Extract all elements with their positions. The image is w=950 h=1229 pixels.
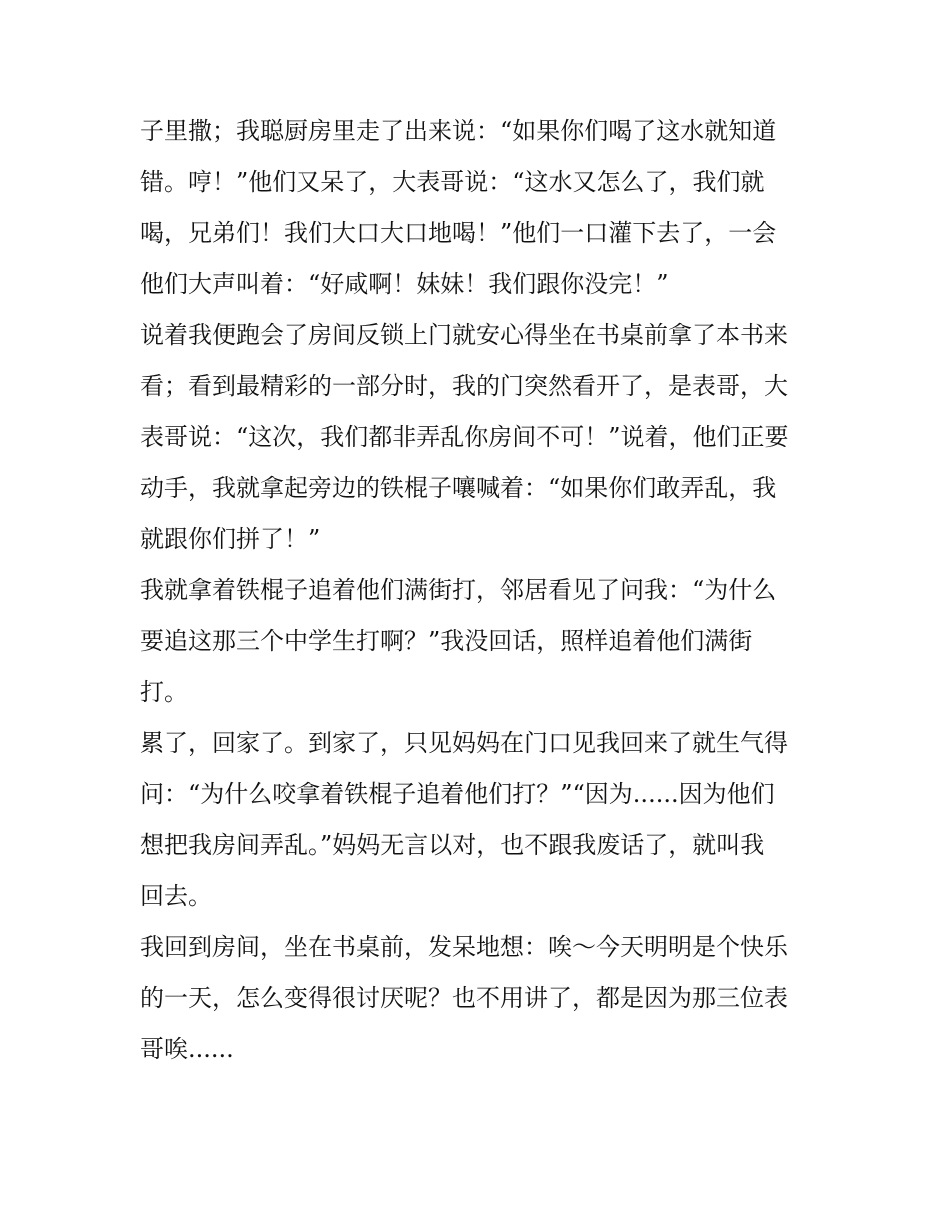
text-line: 就跟你们拼了！” <box>140 525 321 553</box>
text-line: 动手，我就拿起旁边的铁棍子嚷喊着：“如果你们敢弄乱，我 <box>140 474 777 502</box>
text-line: 喝，兄弟们！我们大口大口地喝！”他们一口灌下去了，一会 <box>140 219 777 247</box>
text-line: 累了，回家了。到家了，只见妈妈在门口见我回来了就生气得 <box>140 729 788 757</box>
text-line: 哥唉...... <box>140 1035 234 1063</box>
text-line: 的一天，怎么变得很讨厌呢？也不用讲了，都是因为那三位表 <box>140 984 788 1012</box>
text-line: 想把我房间弄乱。”妈妈无言以对，也不跟我废话了，就叫我 <box>140 831 765 859</box>
document-body <box>140 106 820 1075</box>
text-line: 说着我便跑会了房间反锁上门就安心得坐在书桌前拿了本书来 <box>140 321 788 349</box>
text-line: 他们大声叫着：“好咸啊！妹妹！我们跟你没完！” <box>140 270 669 298</box>
text-line: 要追这那三个中学生打啊？”我没回话，照样追着他们满街 <box>140 627 753 655</box>
text-line: 打。 <box>140 678 188 706</box>
text-line: 表哥说：“这次，我们都非弄乱你房间不可！”说着，他们正要 <box>140 423 789 451</box>
text-line: 看；看到最精彩的一部分时，我的门突然看开了，是表哥，大 <box>140 372 788 400</box>
text-line: 子里撒；我聪厨房里走了出来说：“如果你们喝了这水就知道 <box>140 117 777 145</box>
text-line: 错。哼！”他们又呆了，大表哥说：“这水又怎么了，我们就 <box>140 168 765 196</box>
text-line: 我回到房间，坐在书桌前，发呆地想：唉～今天明明是个快乐 <box>140 933 788 961</box>
text-line: 回去。 <box>140 882 212 910</box>
text-line: 问：“为什么咬拿着铁棍子追着他们打？”“因为......因为他们 <box>140 780 775 808</box>
text-line: 我就拿着铁棍子追着他们满街打，邻居看见了问我：“为什么 <box>140 576 777 604</box>
